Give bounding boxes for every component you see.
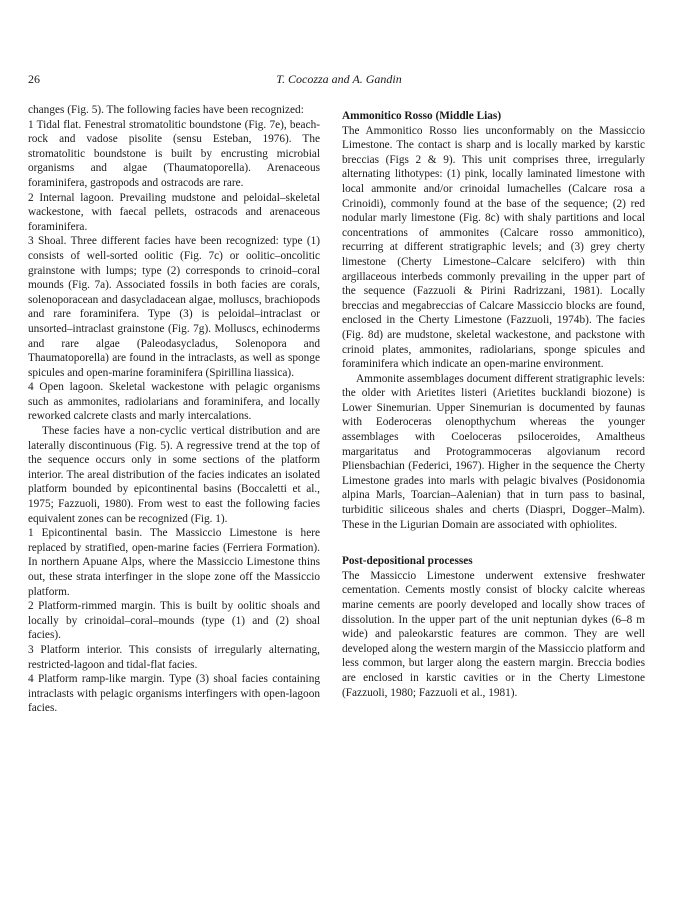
section-heading: Ammonitico Rosso (Middle Lias) [342,110,502,122]
paragraph: 1 Epicontinental basin. The Massiccio Limestone is here replaced by stratified, open-marine facies (Ferriera Formation). In northern Apuane Alps, where the Massiccio Limestone thins out, these strata interfinger in the slope zone off the Massiccio platform. [28,527,320,598]
paragraph: Ammonite assemblages document different stratigraphic levels: the older with Arietites listeri (Arietites bucklandi biozone) is Lower Sinemurian. Upper Sinemurian is documented by faunas with Eoderoceras olenopthychum whereas the younger assemblages with Coeloceras psiloceroides, Amaltheus margaritatus and Protogrammoceras algovianum record Pliensbachian (Federici, 1967). Higher in the sequence the Cherty Limestone grades into marls with pelagic bivalves (Posidonomia alpina Marls, Toarcian–Aalenian) that in turn pass to basinal, turbiditic siliceous shales and cherts (Diaspri, Dogger–Malm). These in the Ligurian Domain are associated with ophiolites. [342,372,645,531]
paragraph: 2 Internal lagoon. Prevailing mudstone and peloidal–skeletal wackestone, with faecal pellets, ostracods and arenaceous foraminifera. [28,191,320,233]
paragraph: 2 Platform-rimmed margin. This is built by oolitic shoals and locally by crinoidal–coral–mounds (type (1) and (2) shoal facies). [28,600,320,642]
paragraph: changes (Fig. 5). The following facies have been recognized: [28,104,304,116]
paragraph: The Massiccio Limestone underwent extensive freshwater cementation. Cements mostly consist of blocky calcite whereas marine cements are poorly developed and locally show traces of dissolution. In the upper part of the unit neptunian dykes (6–8 m wide) and paleokarstic features are common. They are well developed along the western margin of the Massiccio platform and less common, but larger along the eastern margin. Breccia bodies are enclosed in karstic cavities or in the Cherty Limestone (Fazzuoli, 1980; Fazzuoli et al., 1981). [342,569,645,699]
section-heading: Post-depositional processes [342,555,473,568]
left-column [28,103,320,716]
running-head: T. Cocozza and A. Gandin [276,72,402,86]
paragraph: The Ammonitico Rosso lies unconformably on the Massiccio Limestone. The contact is sharp and is locally marked by karstic breccias (Figs 2 & 9). This unit comprises three, irregularly alternating lithotypes: (1) pink, locally laminated limestone with local ammonite and/or crinoidal lumachelles (Calcare rosa a Crinoidi), commonly found at the base of the sequence; (2) red nodular marly limestone (Fig. 8c) with shaly partitions and local concentrations of ammonites (Calcare rosso ammonitico), recurring at different stratigraphic levels; and (3) grey cherty limestone (Cherty Limestone–Calcare selcifero) with thin argillaceous interbeds commonly prevailing in the upper part of the sequence (Fazzuoli & Pirini Radrizzani, 1981). Locally breccias and megabreccias of Calcare Massiccio blocks are found, enclosed in the Cherty Limestone (Fazzuoli, 1974b). The facies (Fig. 8d) are mudstone, skeletal wackestone, and packstone with crinoid plates, ammonites, radiolarians, sponge spicules and foraminifera which indicate an open-marine environment. [342,124,645,371]
right-column [342,103,645,700]
paragraph: These facies have a non-cyclic vertical distribution and are laterally discontinuous (Fig. 5). A regressive trend at the top of the sequence occurs only in some sections of the platform interior. The areal distribution of the facies indicates an isolated platform bounded by epicontinental basins (Boccaletti et al., 1975; Fazzuoli, 1980). From west to east the following facies equivalent zones can be recognized (Fig. 1). [28,425,320,525]
paragraph: 3 Shoal. Three different facies have been recognized: type (1) consists of well-sorted oolitic (Fig. 7c) or oolitic–oncolitic grainstone with lumps; type (2) corresponds to crinoid–coral mounds (Fig. 7a). Associated fossils in both facies are corals, solenoporacean and dasycladacean algae, molluscs, brachiopods and rare foraminifera. Type (3) is peloidal–intraclast or unsorted–intraclast grainstone (Fig. 7g). Molluscs, echinoderms and rare algae (Paleodasycladus, Solenopora and Thaumatoporella) are found in the intraclasts, as well as sponge spicules and open-marine foraminifera (Spirillina liassica). [28,235,320,379]
paragraph: 3 Platform interior. This consists of irregularly alternating, restricted-lagoon and tidal-flat facies. [28,643,320,671]
page-number: 26 [28,72,40,86]
paragraph: 1 Tidal flat. Fenestral stromatolitic boundstone (Fig. 7e), beach-rock and vadose pisolite (sensu Esteban, 1976). The stromatolitic boundstone is built by encrusting microbial organisms and algae (Thaumatoporella). Arenaceous foraminifera, gastropods and ostracods are rare. [28,118,320,189]
paragraph: 4 Platform ramp-like margin. Type (3) shoal facies containing intraclasts with pelagic organisms interfingers with open-lagoon facies. [28,673,320,715]
paragraph: 4 Open lagoon. Skeletal wackestone with pelagic organisms such as ammonites, radiolarians and foraminifera, and locally reworked calcrete clasts and marly intercalations. [28,381,320,423]
